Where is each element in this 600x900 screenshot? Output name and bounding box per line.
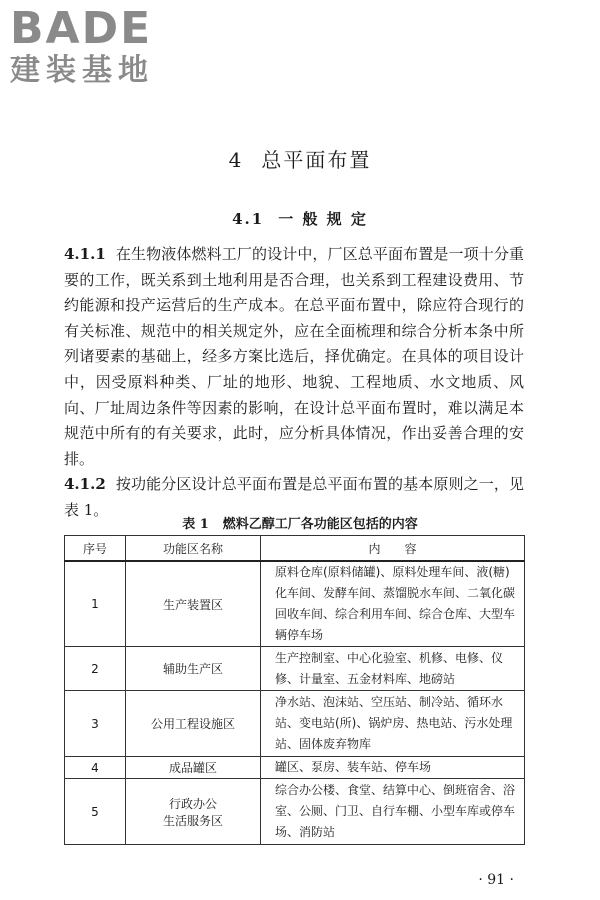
zone-name-line: 生活服务区 <box>162 813 223 828</box>
zone-name: 辅助生产区 <box>126 647 261 691</box>
table-header-cell: 内 容 <box>261 536 525 562</box>
zone-name-line: 行政办公 <box>168 796 217 811</box>
table-header-cell: 序号 <box>65 536 126 562</box>
chapter-title: 总平面布置 <box>261 148 372 172</box>
table-caption-title: 燃料乙醇工厂各功能区包括的内容 <box>222 517 418 532</box>
clause-number: 4.1.1 <box>64 245 106 263</box>
table-row <box>65 779 525 845</box>
logo <box>10 3 154 88</box>
row-number: 4 <box>65 757 126 779</box>
clause-paragraph <box>64 242 524 472</box>
table-row <box>65 561 525 647</box>
zone-name: 生产装置区 <box>126 561 261 647</box>
logo-wordmark: BADE <box>10 3 153 54</box>
clause-text: 在生物液体燃料工厂的设计中，厂区总平面布置是一项十分重要的工作，既关系到土地利用是否合理，也关系到工程建设费用、节约能源和投产运营后的生产成本。在总平面布置中，除应符合现行的有关标准、规范中的相关规定外，应在全面梳理和综合分析本条中所列诸要素的基础上，经多方案比选后，择优确定。在具体的项目设计中，因受原料种类、厂址的地形、地貌、工程地质、水文地质、风向、厂址周边条件等因素的影响，在设计总平面布置时，难以满足本规范中所有的有关要求，此时，应分析具体情况，作出妥善合理的安排。 <box>64 245 524 468</box>
zone-name: 公用工程设施区 <box>126 691 261 757</box>
zone-content: 生产控制室、中心化验室、机修、电修、仪修、计量室、五金材料库、地磅站 <box>261 647 525 691</box>
section-number: 4.1 <box>232 210 265 228</box>
row-number: 5 <box>65 779 126 845</box>
table-header-cell: 功能区名称 <box>126 536 261 562</box>
table-row <box>65 691 525 757</box>
chapter-number: 4 <box>228 148 244 172</box>
zone-content: 罐区、泵房、装车站、停车场 <box>261 757 525 779</box>
clause-number: 4.1.2 <box>64 475 106 494</box>
table-caption-number: 表 1 <box>182 517 209 532</box>
table-row <box>65 757 525 779</box>
page-number: · 91 · <box>478 872 514 888</box>
row-number: 1 <box>65 561 126 647</box>
clause-text: 按功能分区设计总平面布置是总平面布置的基本原则之一，见表 1。 <box>64 475 524 519</box>
function-zone-table <box>64 535 525 845</box>
section-title: 一 般 规 定 <box>278 210 368 228</box>
table-row <box>65 647 525 691</box>
zone-name-cell <box>126 779 261 845</box>
table-caption <box>0 513 600 532</box>
logo-subtitle: 建装基地 <box>10 53 154 88</box>
zone-name: 成品罐区 <box>126 757 261 779</box>
row-number: 3 <box>65 691 126 757</box>
zone-content: 原料仓库(原料储罐)、原料处理车间、液(糖)化车间、发酵车间、蒸馏脱水车间、二氧化碳回收车间、综合利用车间、综合仓库、大型车辆停车场 <box>261 561 525 647</box>
row-number: 2 <box>65 647 126 691</box>
table-header-row <box>65 536 525 562</box>
zone-content: 净水站、泡沫站、空压站、制冷站、循环水站、变电站(所)、锅炉房、热电站、污水处理站、固体废弃物库 <box>261 691 525 757</box>
chapter-heading <box>0 144 600 173</box>
zone-content: 综合办公楼、食堂、结算中心、倒班宿舍、浴室、公厕、门卫、自行车棚、小型车库或停车场、消防站 <box>261 779 525 845</box>
section-heading <box>0 208 600 229</box>
body-text <box>64 242 524 524</box>
